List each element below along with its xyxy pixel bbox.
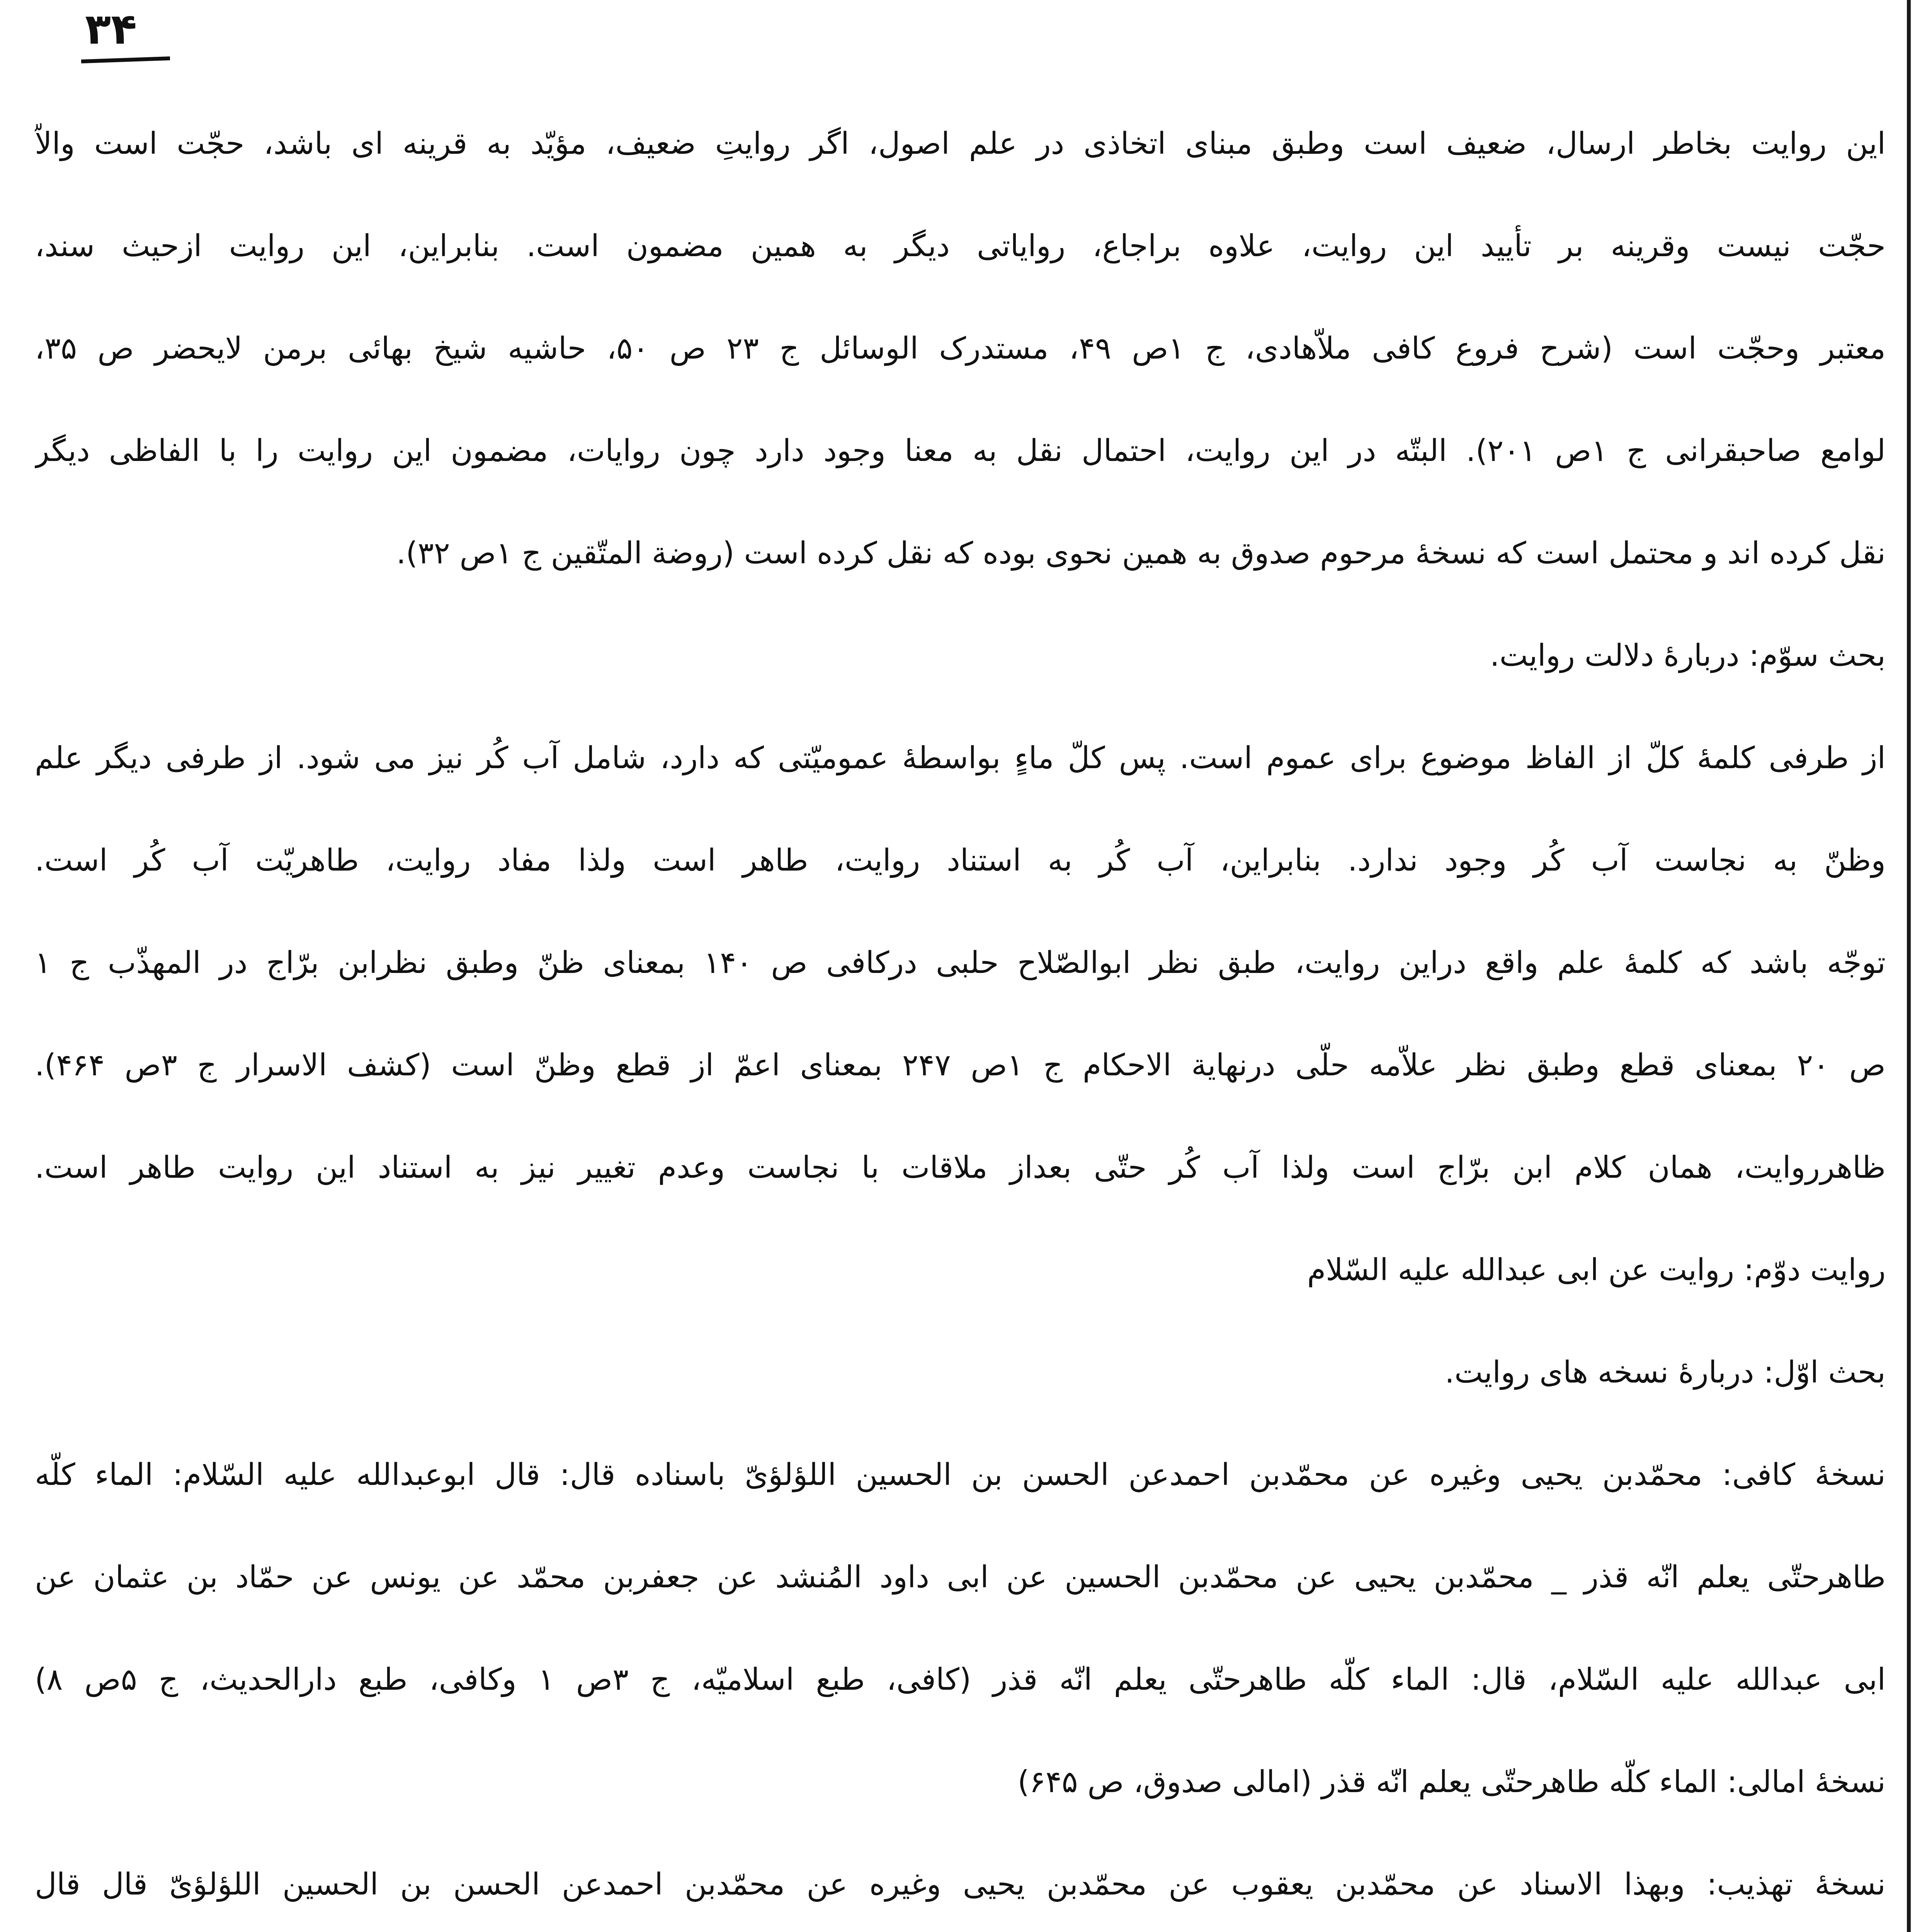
text-line: ظاهرروایت، همان کلام ابن برّاج است ولذا آب کُر حتّی بعداز ملاقات با نجاست وعدم تغییر نیز به استناد این روایت طاهر است.	[35, 1150, 1886, 1185]
text-line: بحث سوّم: دربارهٔ دلالت روایت.	[1490, 638, 1886, 673]
text-line: روایت دوّم: روایت عن ابی عبدالله علیه السّلام	[1307, 1253, 1886, 1287]
text-line: وظنّ به نجاست آب کُر وجود ندارد. بنابراین، آب کُر به استناد روایت، طاهر است ولذا مفاد روایت، طاهریّت آب کُر است.	[35, 843, 1886, 878]
text-line: ابی عبدالله علیه السّلام، قال: الماء کلّه طاهرحتّی یعلم انّه قذر (کافی، طبع اسلامیّه، ج ۳ص ۱ وکافی، طبع دارالحدیث، ج ۵ص ۸)	[35, 1662, 1886, 1697]
text-line: توجّه باشد که کلمهٔ علم واقع دراین روایت، طبق نظر ابوالصّلاح حلبی درکافی ص ۱۴۰ بمعنای ظنّ وطبق نظرابن برّاج در المهذّب ج ۱	[35, 946, 1886, 980]
text-line: لوامع صاحبقرانی ج ۱ص ۲۰۱). البتّه در این روایت، احتمال نقل به معنا وجود دارد چون روایات، مضمون این روایت را با الفاظی دیگر	[35, 434, 1886, 468]
text-line: نسخهٔ امالی: الماء کلّه طاهرحتّی یعلم انّه قذر (امالی صدوق، ص ۶۴۵)	[1017, 1765, 1886, 1799]
text-line: نسخهٔ کافی: محمّدبن یحیی وغیره عن محمّدبن احمدعن الحسن بن الحسین اللؤلؤیّ باسناده قال: قال ابوعبدالله علیه السّلام: الماء کلّه	[35, 1458, 1886, 1492]
text-line: حجّت نیست وقرینه بر تأیید این روایت، علاوه براجاع، روایاتی دیگر به همین مضمون است. بنابراین، این روایت ازحیث سند،	[35, 229, 1886, 264]
text-line: معتبر وحجّت است (شرح فروع کافی ملاّهادی، ج ۱ص ۴۹، مستدرک الوسائل ج ۲۳ ص ۵۰، حاشیه شیخ بهائی برمن لایحضر ص ۳۵،	[35, 331, 1886, 366]
text-line: طاهرحتّی یعلم انّه قذر _ محمّدبن یحیی عن محمّدبن الحسین عن ابی داود المُنشد عن جعفربن محمّد عن یونس عن حمّاد بن عثمان عن	[35, 1560, 1886, 1595]
text-line: از طرفی کلمهٔ کلّ از الفاظ موضوع برای عموم است. پس کلّ ماءٍ بواسطهٔ عمومیّتی که دارد، شامل آب کُر نیز می شود. از طرفی دیگر علم	[35, 741, 1886, 776]
page-number: ۳۴	[85, 4, 137, 54]
right-margin-rule	[1907, 0, 1911, 1932]
text-line: نسخهٔ تهذیب: وبهذا الاسناد عن محمّدبن یعقوب عن محمّدبن یحیی وغیره عن محمّدبن احمدعن الحسن بن الحسین اللؤلؤیّ قال قال	[35, 1867, 1886, 1902]
text-line: این روایت بخاطر ارسال، ضعیف است وطبق مبنای اتخاذی در علم اصول، اگر روایتِ ضعیف، مؤیّد به قرینه ای باشد، حجّت است والاّ	[35, 126, 1886, 161]
text-line: بحث اوّل: دربارهٔ نسخه های روایت.	[1445, 1355, 1886, 1390]
body-text	[35, 93, 1886, 1932]
text-line: نقل کرده اند و محتمل است که نسخهٔ مرحوم صدوق به همین نحوی بوده که نقل کرده است (روضة المتّقین ج ۱ص ۳۲).	[396, 536, 1886, 571]
text-line: ص ۲۰ بمعنای قطع وطبق نظر علاّمه حلّی درنهایة الاحکام ج ۱ص ۲۴۷ بمعنای اعمّ از قطع وظنّ است (کشف الاسرار ج ۳ص ۴۶۴).	[35, 1048, 1886, 1083]
